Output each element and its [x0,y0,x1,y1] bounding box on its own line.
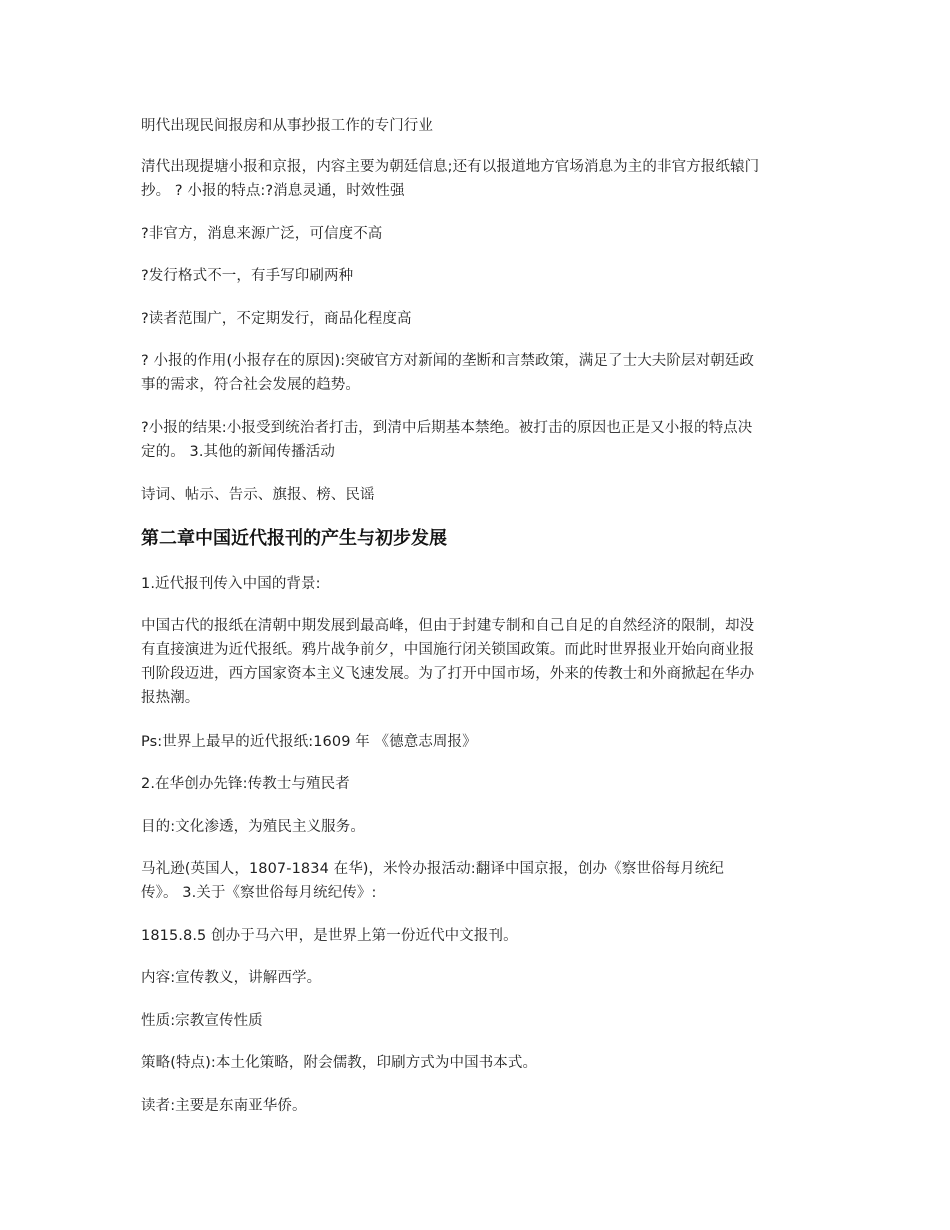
text-line: Ps:世界上最早的近代报纸:1609 年 《德意志周报》 [141,734,477,750]
paragraph [141,114,811,138]
text-line: 2.在华创办先锋:传教士与殖民者 [141,776,350,792]
paragraph [141,572,811,596]
paragraph [141,614,811,710]
text-line: 中国古代的报纸在清朝中期发展到最高峰，但由于封建专制和自己自足的自然经济的限制，却没 [141,618,755,634]
text-line: 抄。 ? 小报的特点:?消息灵通，时效性强 [141,183,405,199]
text-line: 目的:文化渗透，为殖民主义服务。 [141,819,365,835]
text-line: 内容:宣传教义，讲解西学。 [141,970,322,986]
text-line: 报热潮。 [141,690,200,706]
paragraph [141,222,811,246]
text-line: ?非官方，消息来源广泛，可信度不高 [141,226,383,242]
paragraph [141,924,811,948]
paragraph [141,307,811,331]
text-line: 读者:主要是东南亚华侨。 [141,1098,307,1114]
text-line: 传》。 3.关于《察世俗每月统纪传》: [141,885,377,901]
text-line: 定的。 3.其他的新闻传播活动 [141,444,335,460]
paragraph [141,483,811,507]
paragraph [141,815,811,839]
text-line: 事的需求，符合社会发展的趋势。 [141,377,360,393]
text-line: ? 小报的作用(小报存在的原因):突破官方对新闻的垄断和言禁政策，满足了士大夫阶层对朝廷政 [141,353,755,369]
paragraph [141,772,811,796]
paragraph [141,730,811,754]
text-line: 清代出现提塘小报和京报，内容主要为朝廷信息;还有以报道地方官场消息为主的非官方报纸辕门 [141,159,760,175]
paragraph [141,155,811,203]
text-line: 1.近代报刊传入中国的背景: [141,576,321,592]
paragraph [141,1051,811,1075]
text-line: 马礼逊(英国人，1807-1834 在华)，米怜办报活动:翻译中国京报，创办《察世俗每月统纪 [141,861,724,877]
text-line: ?小报的结果:小报受到统治者打击，到清中后期基本禁绝。被打击的原因也正是又小报的特点决 [141,420,753,436]
paragraph [141,264,811,288]
text-line: 诗词、帖示、告示、旗报、榜、民谣 [141,487,375,503]
chapter-heading: 第二章中国近代报刊的产生与初步发展 [141,528,447,549]
paragraph [141,857,811,905]
text-line: ?发行格式不一，有手写印刷两种 [141,268,354,284]
text-line: 有直接演进为近代报纸。鸦片战争前夕，中国施行闭关锁国政策。而此时世界报业开始向商业报 [141,642,755,658]
text-line: 刊阶段迈进，西方国家资本主义飞速发展。为了打开中国市场，外来的传教士和外商掀起在华办 [141,666,755,682]
text-line: ?读者范围广，不定期发行，商品化程度高 [141,311,412,327]
paragraph [141,349,811,397]
text-line: 性质:宗教宣传性质 [141,1013,263,1029]
paragraph [141,1009,811,1033]
text-line: 1815.8.5 创办于马六甲，是世界上第一份近代中文报刊。 [141,928,518,944]
paragraph [141,416,811,464]
paragraph [141,966,811,990]
paragraph [141,1094,811,1118]
text-line: 明代出现民间报房和从事抄报工作的专门行业 [141,118,433,134]
text-line: 策略(特点):本土化策略，附会儒教，印刷方式为中国书本式。 [141,1055,538,1071]
